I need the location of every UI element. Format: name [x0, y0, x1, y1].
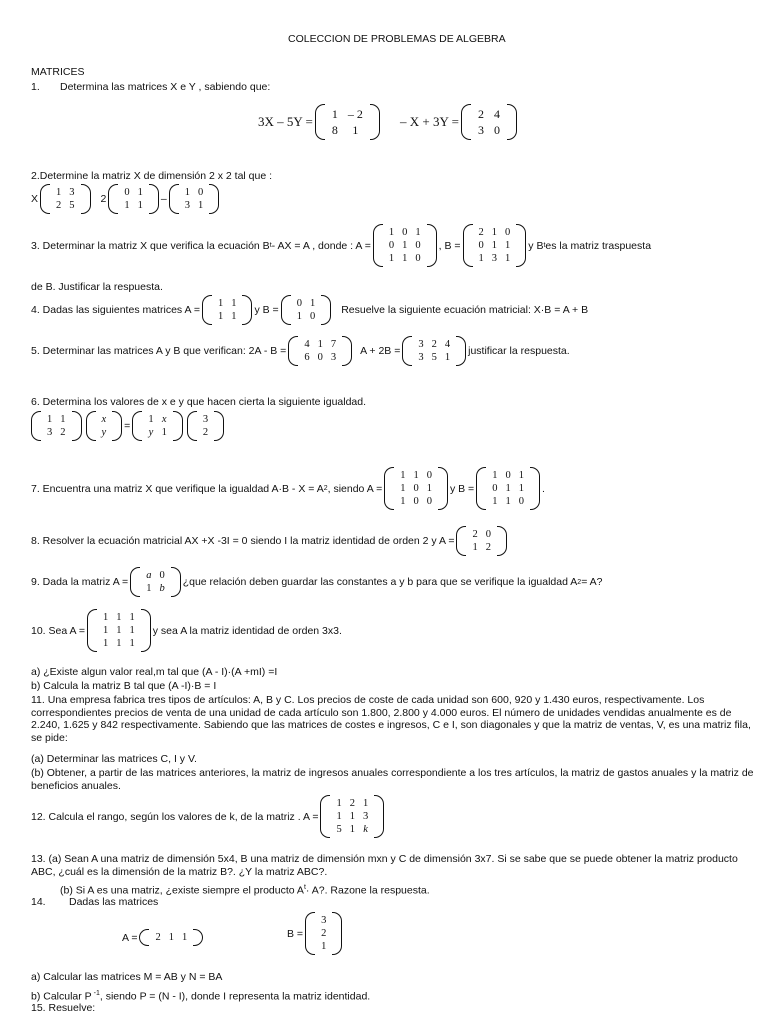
matrix-entry: 4: [304, 339, 310, 350]
matrix-entry: 1: [231, 311, 237, 322]
matrix-entry: x: [161, 414, 167, 425]
matrix-entry: a: [146, 570, 152, 581]
matrix: [40, 184, 91, 214]
matrix: [461, 104, 517, 140]
problem-14-text: Dadas las matrices: [69, 896, 159, 908]
matrix-entry: 1: [478, 253, 484, 264]
problem-9-statement: 9. Dada la matriz A = a 0 1 b ¿que relación deben guardar las constantes a y b para que se verifique la igualdad A 2 = A?: [31, 567, 603, 597]
variable-x: X: [31, 193, 39, 205]
matrix-entry: y: [101, 427, 107, 438]
matrix-entry: 1: [336, 811, 342, 822]
matrix-entry: 1: [148, 414, 154, 425]
matrix-entry: 1: [296, 311, 302, 322]
matrix-entry: 0: [402, 227, 408, 238]
matrix-entry: 0: [296, 298, 302, 309]
matrix-entry: 1: [444, 352, 451, 363]
matrix-entry: 2: [472, 529, 478, 540]
matrix-entry: 1: [402, 253, 408, 264]
problem-13-part-b: (b) Si A es una matriz, ¿existe siempre el producto $A^t\cdot A$?. Razone la respuesta.: [60, 884, 430, 897]
matrix-entry: 1: [184, 187, 190, 198]
matrix-entry: 4: [493, 107, 500, 121]
matrix-entry: 1: [415, 227, 421, 238]
matrix-B: [463, 224, 527, 267]
matrix-entry: 1: [321, 941, 327, 952]
matrix-entry: 1: [317, 339, 323, 350]
matrix-entry: 1: [388, 253, 395, 264]
matrix-entry: 1: [116, 638, 122, 649]
matrix-entry: 1: [217, 298, 224, 309]
matrix-entry: 5: [336, 824, 342, 835]
matrix-entry: 0: [426, 496, 432, 507]
problem-3-continuation: de B. Justificar la respuesta.: [31, 281, 163, 293]
matrix-entry: 1: [129, 612, 135, 623]
matrix-entry: 2: [155, 932, 161, 943]
matrix-entry: 1: [518, 470, 524, 481]
problem-1-text: Determina las matrices X e Y , sabiendo que:: [60, 81, 271, 93]
matrix-entry: 3: [418, 352, 424, 363]
problem-14-matrix-B: B = 3 2 1: [287, 912, 344, 955]
matrix-A: [87, 609, 151, 652]
matrix-entry: 0: [413, 483, 419, 494]
matrix-entry: 0: [309, 311, 316, 322]
matrix-entry: 0: [415, 253, 421, 264]
matrix-entry: 1: [60, 414, 66, 425]
matrix-B: [281, 295, 332, 325]
matrix-A: [130, 567, 181, 597]
matrix-entry: 1: [491, 240, 498, 251]
matrix-entry: 1: [103, 638, 109, 649]
document-title: COLECCION DE PROBLEMAS DE ALGEBRA: [288, 33, 506, 45]
problem-7-statement: 7. Encuentra una matriz X que verifique la igualdad A·B - X = A 2 , siendo A = 1 1 0 1 0 1 1 0 0 y B = 1 0 1 0 1 1 1 1 0 .: [31, 467, 545, 510]
matrix-entry: 1: [103, 612, 109, 623]
matrix-entry: 1: [129, 638, 135, 649]
matrix-entry: 1: [331, 107, 338, 121]
matrix: [31, 411, 82, 441]
matrix-A: [384, 467, 448, 510]
problem-8-statement: 8. Resolver la ecuación matricial AX +X -3I = 0 siendo I la matriz identidad de orden 2 y A = 2 0 1 2: [31, 526, 509, 556]
matrix-entry: 0: [505, 227, 511, 238]
problem-14-number: 14.: [31, 896, 46, 908]
matrix-entry: 3: [362, 811, 369, 822]
matrix-entry: 8: [331, 123, 338, 137]
problem-13-part-a: 13. (a) Sean A una matriz de dimensión 5x4, B una matriz de dimensión mxn y C de dimensión 3x7. Si se sabe que se puede obtener la matriz producto ABC, ¿cuál es la dimensión de la matriz B?. ¿Y la matriz ABC?.: [31, 853, 738, 878]
problem-11-part-b: (b) Obtener, a partir de las matrices anteriores, la matriz de ingresos anuales correspondiente a los tres artículos, la matriz de gastos anuales y la matriz de beneficios anuales.: [31, 767, 754, 792]
matrix-entry: 3: [321, 915, 327, 926]
matrix-entry: 2: [202, 427, 209, 438]
matrix-entry: 3: [47, 427, 53, 438]
matrix-entry: 6: [304, 352, 310, 363]
matrix-entry: 1: [309, 298, 316, 309]
matrix: [132, 411, 183, 441]
matrix: [315, 104, 380, 140]
section-heading: MATRICES: [31, 66, 85, 78]
equation-lhs: 3X – 5Y =: [258, 114, 313, 129]
problem-1-equation-2: [400, 104, 519, 140]
matrix-A: [373, 224, 437, 267]
matrix-entry: – 2: [347, 107, 363, 121]
matrix-entry: 1: [116, 625, 122, 636]
matrix-entry: 0: [124, 187, 130, 198]
matrix-entry: 1: [124, 200, 130, 211]
problem-2-expression: [31, 184, 221, 214]
matrix-entry: 1: [505, 253, 511, 264]
matrix-entry: 0: [493, 123, 500, 137]
problem-4-statement: 4. Dadas las siguientes matrices A = 1 1 1 1 y B = 0 1 1 0 Resuelve la siguiente ecuación matricial: X·B = A + B: [31, 295, 588, 325]
matrix-entry: 2: [477, 107, 484, 121]
matrix-entry: 3: [69, 187, 75, 198]
problem-2-text: 2.Determine la matriz X de dimensión 2 x 2 tal que :: [31, 170, 273, 182]
problem-11-part-a: (a) Determinar las matrices C, I y V.: [31, 753, 197, 765]
matrix-entry: 1: [413, 470, 419, 481]
problem-1-equation-1: [258, 104, 382, 140]
problem-14-part-b: b) Calcular P $^{-1}$, siendo P = (N - I), donde I representa la matriz identidad.: [31, 990, 371, 1003]
matrix-entry: 1: [129, 625, 135, 636]
matrix-entry: 1: [168, 932, 174, 943]
matrix-entry: 1: [47, 414, 53, 425]
matrix-entry: 1: [116, 612, 122, 623]
matrix-entry: 2: [56, 200, 62, 211]
matrix-entry: 1: [505, 483, 511, 494]
matrix-entry: 1: [388, 227, 395, 238]
problem-1-number: 1.: [31, 81, 40, 93]
matrix-entry: 0: [413, 496, 419, 507]
matrix-entry: 1: [217, 311, 224, 322]
problem-10-part-a: a) ¿Existe algun valor real,m tal que (A - I)·(A +mI) =I: [31, 666, 278, 678]
matrix-A: [456, 526, 507, 556]
matrix-entry: 1: [400, 483, 406, 494]
matrix-A: [202, 295, 253, 325]
matrix-entry: 5: [431, 352, 437, 363]
problem-12-statement: 12. Calcula el rango, según los valores de k, de la matriz . A = 1 2 1 1 1 3 5 1 k: [31, 795, 386, 838]
matrix-entry: 0: [388, 240, 395, 251]
matrix-entry: 1: [161, 427, 167, 438]
matrix-entry: k: [363, 824, 368, 835]
matrix-entry: 1: [231, 298, 237, 309]
matrix-entry: 1: [491, 227, 498, 238]
matrix-entry: y: [148, 427, 154, 438]
matrix-B: [476, 467, 540, 510]
problem-10-part-b: b) Calcula la matriz B tal que (A -I)·B = I: [31, 680, 217, 692]
matrix-entry: 1: [402, 240, 408, 251]
problem-10-statement: 10. Sea A = 1 1 1 1 1 1 1 1 1 y sea A la matriz identidad de orden 3x3.: [31, 609, 342, 652]
matrix-entry: 2: [349, 798, 355, 809]
problem-14-matrix-A: A = 2 1 1: [122, 929, 205, 946]
problem-3-statement: 3. Determinar la matriz X que verifica la ecuación B t - AX = A , donde : A = 1 0 1 0 1 0 1 1 0 , B = 2 1 0 0 1 1 1 3 1 y B t es la matriz traspuesta: [31, 224, 651, 267]
matrix-entry: 1: [56, 187, 62, 198]
matrix-entry: 1: [400, 470, 406, 481]
vector: [187, 411, 224, 441]
matrix-entry: 1: [362, 798, 369, 809]
matrix-entry: 1: [492, 496, 498, 507]
matrix-B: [305, 912, 342, 955]
matrix-entry: 0: [505, 470, 511, 481]
matrix-entry: 1: [400, 496, 406, 507]
matrix-entry: 1: [352, 123, 359, 137]
matrix-entry: 1: [492, 470, 498, 481]
matrix-entry: 1: [472, 542, 478, 553]
matrix: [288, 336, 352, 366]
matrix-entry: 3: [491, 253, 498, 264]
problem-6-text: 6. Determina los valores de x e y que hacen cierta la siguiente igualdad.: [31, 396, 367, 408]
matrix-entry: 0: [426, 470, 432, 481]
matrix-entry: 3: [418, 339, 424, 350]
coefficient: 2: [100, 193, 107, 205]
matrix-entry: 3: [330, 352, 337, 363]
matrix-entry: 1: [426, 483, 432, 494]
vector: [86, 411, 123, 441]
problem-5-statement: 5. Determinar las matrices A y B que verifican: 2A - B = 4 1 7 6 0 3 A + 2B = 3 2 4 3 5 1 justificar la respuesta.: [31, 336, 570, 366]
matrix-entry: 0: [492, 483, 498, 494]
matrix-entry: 1: [137, 187, 143, 198]
matrix-A: [320, 795, 384, 838]
matrix-entry: 2: [60, 427, 66, 438]
problem-11-text: 11. Una empresa fabrica tres tipos de artículos: A, B y C. Los precios de coste de cada unidad son 600, 920 y 1.430 euros, respectivamente. Los correspondientes precios de venta de una unidad de cada artículo son 1.800, 2.800 y 4.000 euros. El número de unidades vendidas anualmente es de 2.240, 1.625 y 842 respectivamente. Sabiendo que las matrices de costes e ingresos, C e I, son diagonales y que la matriz de ventas, V, es una matriz fila, se pide:: [31, 694, 751, 744]
matrix-entry: 2: [485, 542, 491, 553]
matrix-entry: 1: [505, 240, 511, 251]
matrix-entry: 5: [69, 200, 75, 211]
matrix-A: [139, 929, 203, 946]
equation-lhs: – X + 3Y =: [400, 114, 459, 129]
matrix-entry: 0: [415, 240, 421, 251]
matrix: [169, 184, 220, 214]
matrix: [402, 336, 466, 366]
problem-15-text: 15. Resuelve:: [31, 1002, 96, 1014]
matrix-entry: 4: [444, 339, 451, 350]
matrix-entry: 1: [103, 625, 109, 636]
matrix-entry: 0: [478, 240, 484, 251]
matrix-entry: 0: [159, 570, 165, 581]
matrix-entry: b: [159, 583, 165, 594]
matrix-entry: 1: [518, 483, 524, 494]
matrix-entry: 1: [197, 200, 204, 211]
matrix-entry: 0: [518, 496, 524, 507]
matrix: [108, 184, 159, 214]
matrix-entry: 1: [336, 798, 342, 809]
minus-sign: –: [160, 193, 167, 205]
matrix-entry: 0: [485, 529, 491, 540]
problem-6-equation: 1 1 3 2 x y = 1 x y 1 3 2: [29, 411, 226, 441]
matrix-entry: 7: [330, 339, 337, 350]
matrix-entry: 3: [184, 200, 190, 211]
matrix-entry: 1: [349, 824, 355, 835]
problem-14-part-a: a) Calcular las matrices M = AB y N = BA: [31, 971, 223, 983]
matrix-entry: 0: [317, 352, 323, 363]
matrix-entry: 1: [181, 932, 188, 943]
matrix-entry: 1: [505, 496, 511, 507]
matrix-entry: x: [101, 414, 107, 425]
matrix-entry: 2: [431, 339, 437, 350]
matrix-entry: 1: [146, 583, 152, 594]
matrix-entry: 2: [478, 227, 484, 238]
matrix-entry: 3: [477, 123, 484, 137]
matrix-entry: 1: [137, 200, 143, 211]
matrix-entry: 3: [202, 414, 209, 425]
matrix-entry: 0: [197, 187, 204, 198]
matrix-entry: 1: [349, 811, 355, 822]
matrix-entry: 2: [321, 928, 327, 939]
